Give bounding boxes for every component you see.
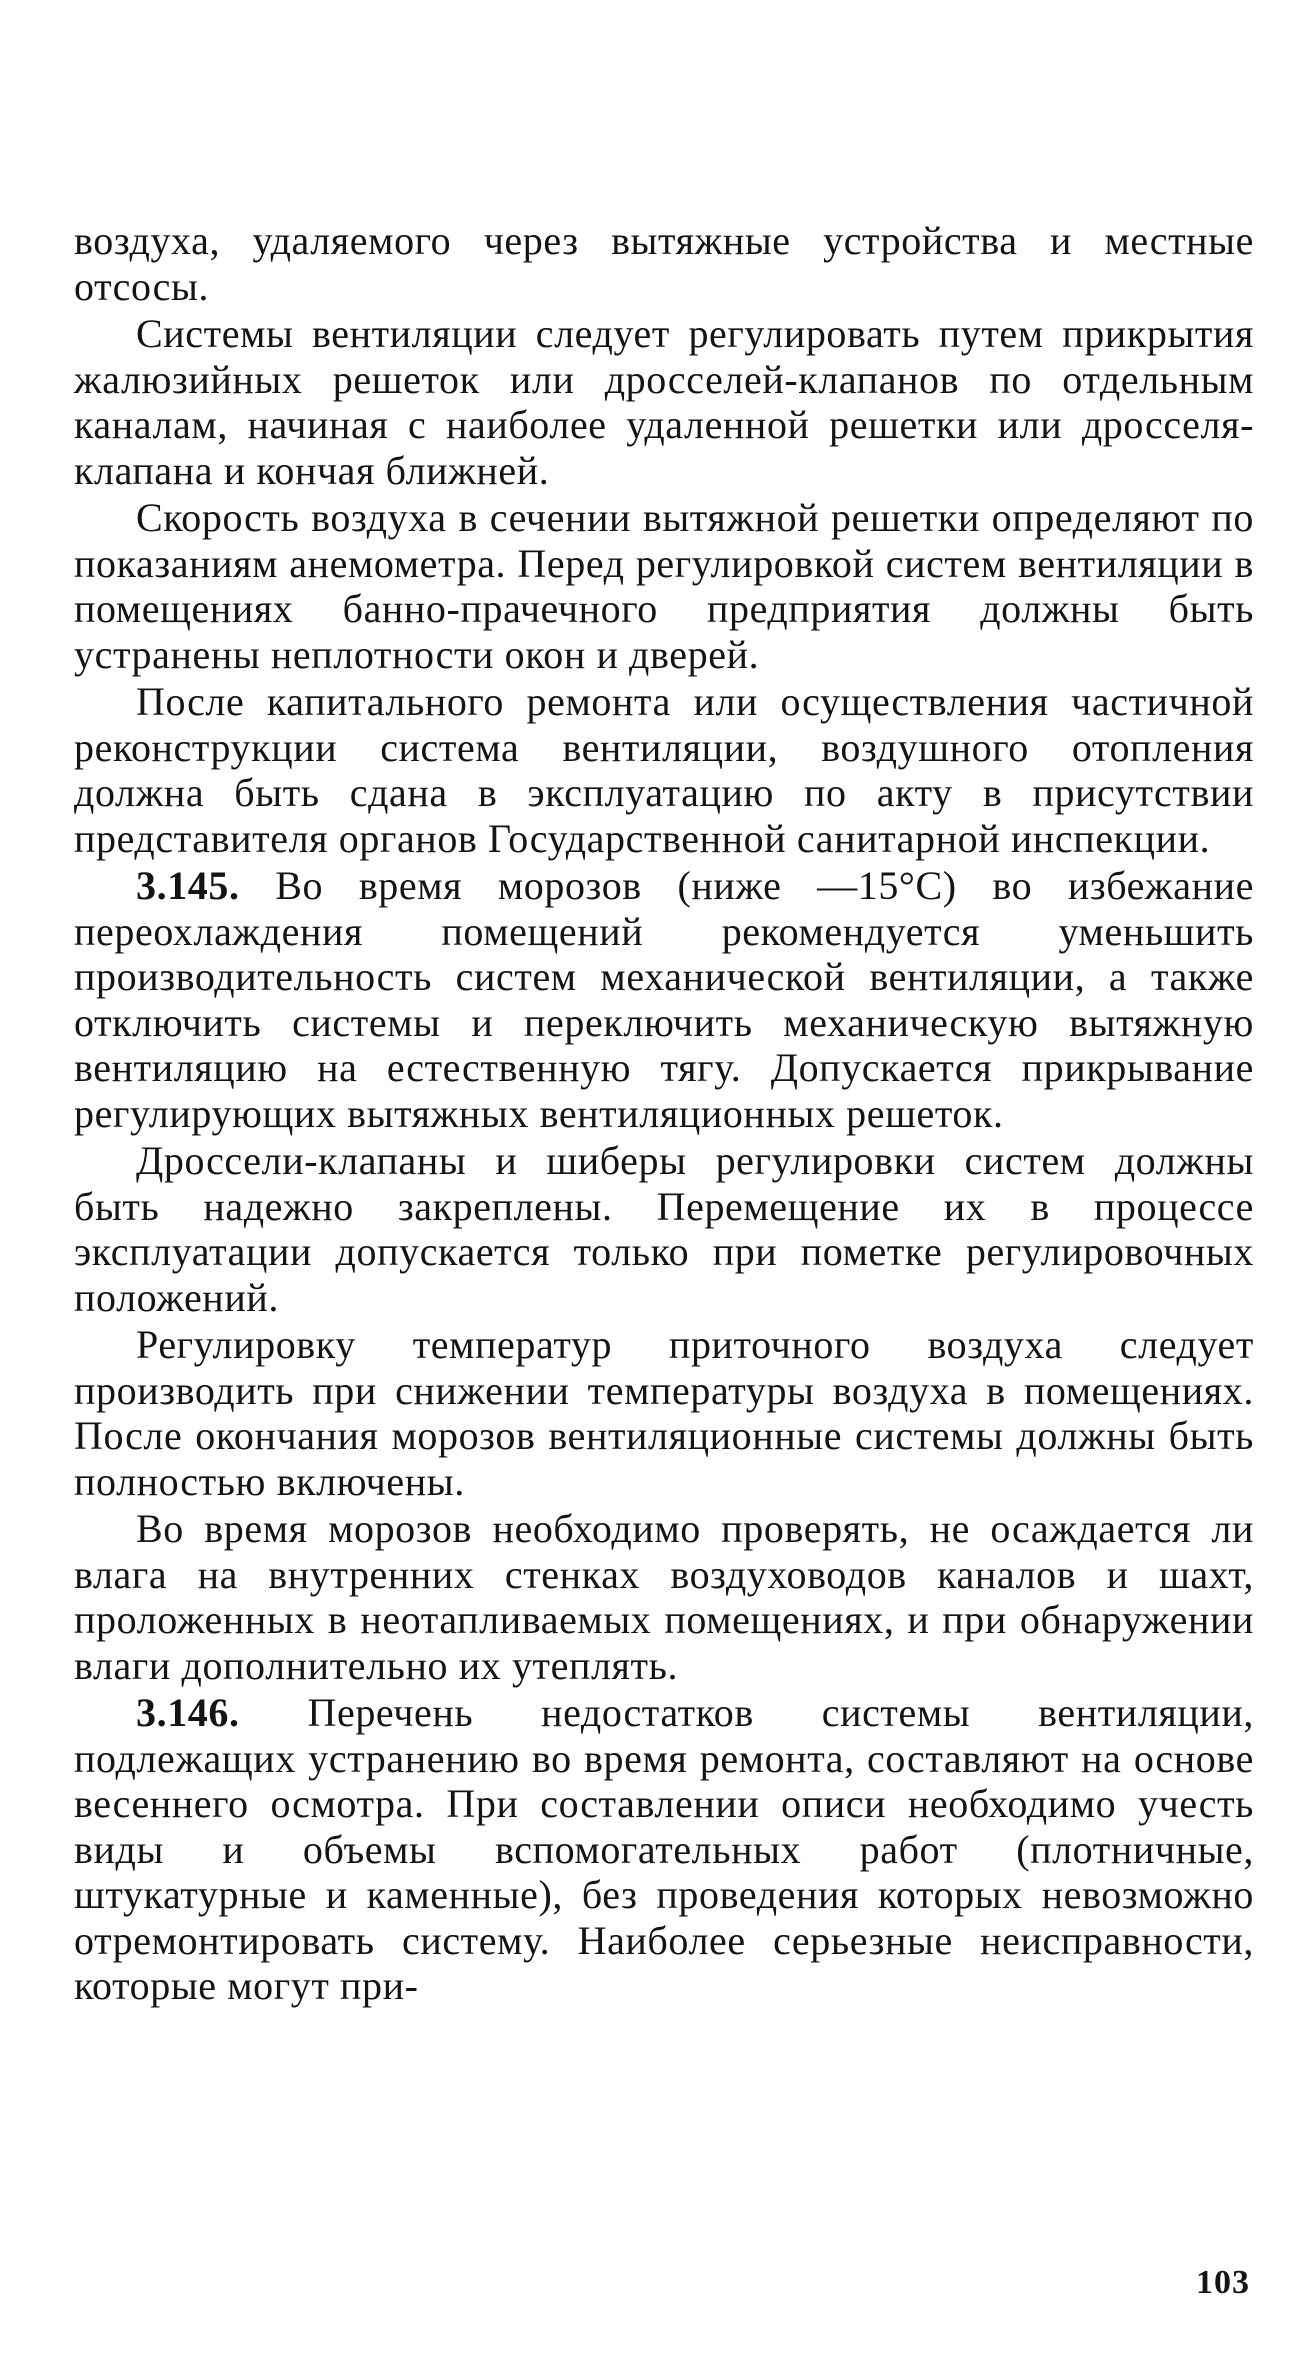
paragraph-3-145	[74, 863, 1254, 1136]
paragraph-text: Скорость воздуха в сечении вытяжной решетки определяют по показаниям анемометра. Перед регулировкой систем вентиляции в помещениях банно-прачечного предприятия должны быть устранены неплотности окон и дверей.	[74, 495, 1254, 677]
paragraph-text: Во время морозов необходимо проверять, не осаждается ли влага на внутренних стенках воздуховодов каналов и шахт, проложенных в неотапливаемых помещениях, и при обнаружении влаги дополнительно их утеплять.	[74, 1506, 1254, 1688]
body-text	[74, 218, 1254, 2011]
section-number: 3.145.	[136, 863, 240, 908]
paragraph-text: После капитального ремонта или осуществления частичной реконструкции система вентиляции, воздушного отопления должна быть сдана в эксплуатацию по акту в присутствии представителя органов Государственной санитарной инспекции.	[74, 679, 1254, 861]
paragraph	[74, 311, 1254, 493]
paragraph	[74, 1322, 1254, 1504]
paragraph-text: Дроссели-клапаны и шиберы регулировки систем должны быть надежно закреплены. Перемещение их в процессе эксплуатации допускается только при пометке регулировочных положений.	[74, 1138, 1254, 1320]
paragraph	[74, 218, 1254, 309]
paragraph-text: Перечень недостатков системы вентиляции, подлежащих устранению во время ремонта, составляют на основе весеннего осмотра. При составлении описи необходимо учесть виды и объемы вспомогательных работ (плотничные, штукатурные и каменные), без проведения которых невозможно отремонтировать систему. Наиболее серьезные неисправности, которые могут при-	[74, 1690, 1254, 2008]
paragraph-3-146	[74, 1690, 1254, 2009]
paragraph	[74, 679, 1254, 861]
paragraph	[74, 495, 1254, 677]
paragraph-text: Регулировку температур приточного воздуха следует производить при снижении температуры воздуха в помещениях. После окончания морозов вентиляционные системы должны быть полностью включены.	[74, 1322, 1254, 1504]
paragraph	[74, 1138, 1254, 1320]
page-number: 103	[1196, 2264, 1250, 2301]
section-number: 3.146.	[136, 1690, 240, 1735]
paragraph-text: воздуха, удаляемого через вытяжные устройства и местные отсосы.	[74, 218, 1254, 309]
paragraph-text: Во время морозов (ниже —15°С) во избежание переохлаждения помещений рекомендуется уменьшить производительность систем механической вентиляции, а также отключить системы и переключить механическую вытяжную вентиляцию на естественную тягу. Допускается прикрывание регулирующих вытяжных вентиляционных решеток.	[74, 863, 1254, 1136]
paragraph	[74, 1506, 1254, 1688]
paragraph-text: Системы вентиляции следует регулировать путем прикрытия жалюзийных решеток или дросселей-клапанов по отдельным каналам, начиная с наиболее удаленной решетки или дросселя-клапана и кончая ближней.	[74, 311, 1254, 493]
